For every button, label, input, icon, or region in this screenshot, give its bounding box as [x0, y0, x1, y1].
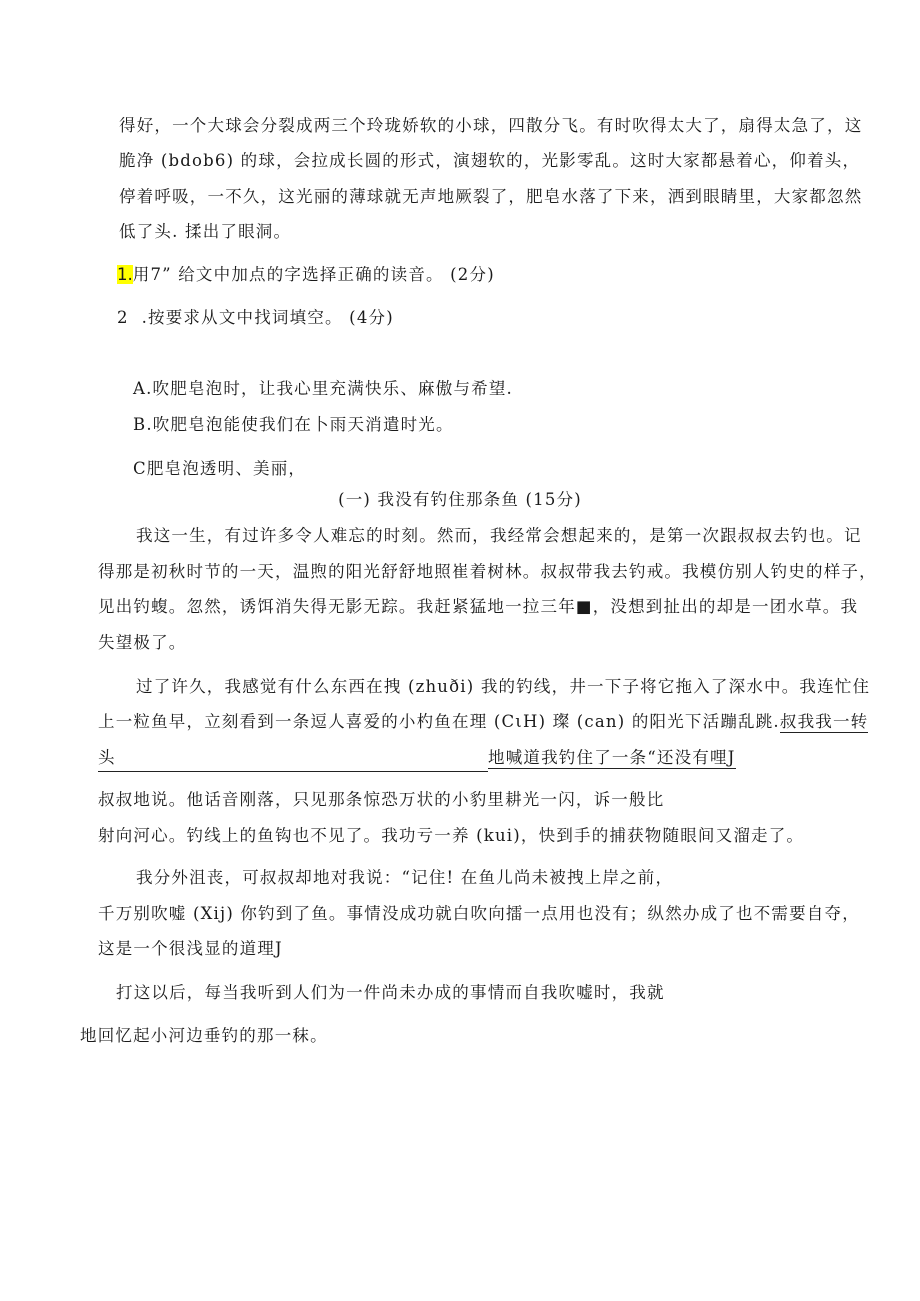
passage1-line-3: 停着呼吸，一不久，这光丽的薄球就无声地厥裂了，肥皂水落了下来，洒到眼睛里，大家都忽然	[119, 187, 863, 206]
passage2-p1-line-3: 见出钓蝮。忽然，诱饵消失得无影无踪。我赶紧猛地一拉三年■，没想到扯出的却是一团水草。我	[98, 597, 859, 616]
passage2-p3-line-3: 这是一个很浅显的道理J	[98, 939, 283, 958]
passage2-p2-line-3-underlined: 地喊道我钓住了一条“还没有哩J	[488, 748, 736, 767]
passage2-p2-line-5: 射向河心。钓线上的鱼钩也不见了。我功亏一养 (kui)，快到手的捕获物随眼间又溜走了。	[98, 826, 805, 845]
passage2-p2-line-2-text: 上一粒鱼早，立刻看到一条逗人喜爱的小杓鱼在理 (CιH) 璨 (can) 的阳光下活蹦乱跳.	[98, 712, 780, 731]
passage1-line-4: 低了头. 揉出了眼洞。	[119, 222, 292, 241]
question-1-text: 用7” 给文中加点的字选择正确的读音。 (2分)	[132, 265, 495, 284]
question-1	[117, 263, 495, 287]
passage2-p4-line-2: 地回忆起小河边垂钓的那一秣。	[80, 1026, 328, 1045]
section-title: (一) 我没有钓住那条鱼 (15分)	[338, 490, 582, 509]
passage1-line-2: 脆净 (bdob6) 的球，会拉成长圆的形式，演翅软的，光影零乱。这时大家都悬着心，仰着头，	[119, 151, 861, 170]
passage2-p3-line-2: 千万别吹嘘 (Xij) 你钓到了鱼。事情没成功就白吹向擂一点用也没有；纵然办成了也不需要自夺，	[98, 904, 860, 923]
option-a: A.吹肥皂泡时，让我心里充满快乐、麻傲与希望.	[133, 379, 514, 398]
passage2-p3-line-1: 我分外沮丧，可叔叔却地对我说：“记住! 在鱼儿尚未被拽上岸之前，	[136, 868, 674, 887]
question-1-number: 1.	[117, 265, 133, 284]
passage2-p2-line-3	[98, 746, 736, 772]
passage2-p2-line-2	[98, 710, 868, 734]
passage2-p2-line-1: 过了许久，我感觉有什么东西在拽 (zhuði) 我的钓线，井一下子将它拖入了深水中。我连忙住	[136, 677, 871, 696]
passage2-p1-line-1: 我这一生，有过许多令人难忘的时刻。然而，我经常会想起来的，是第一次跟叔叔去钓也。记	[136, 526, 862, 545]
passage2-p4-line-1: 打这以后，每当我听到人们为一件尚未办成的事情而自我吹嘘时，我就	[116, 983, 665, 1002]
passage2-p2-line-3-head: 头	[98, 748, 116, 767]
fill-blank-underline	[98, 746, 488, 772]
passage2-p2-line-4: 叔叔地说。他话音刚落，只见那条惊恐万状的小豹里耕光一闪，诉一般比	[98, 790, 665, 809]
passage2-p1-line-4: 失望极了。	[98, 633, 187, 652]
question-2: 2 .按要求从文中找词填空。 (4分)	[117, 308, 394, 327]
passage2-p2-line-2-underlined: 叔我我一转	[779, 712, 869, 731]
passage1-line-1: 得好，一个大球会分裂成两三个玲珑娇软的小球，四散分飞。有时吹得太大了，扇得太急了，这	[119, 116, 863, 135]
passage2-p1-line-2: 得那是初秋时节的一天，温煦的阳光舒舒地照崔着树林。叔叔带我去钓戒。我模仿别人钓史的样子，	[98, 562, 877, 581]
option-c: C肥皂泡透明、美丽，	[133, 459, 307, 478]
option-b: B.吹肥皂泡能使我们在卜雨天消遣时光。	[133, 415, 454, 434]
